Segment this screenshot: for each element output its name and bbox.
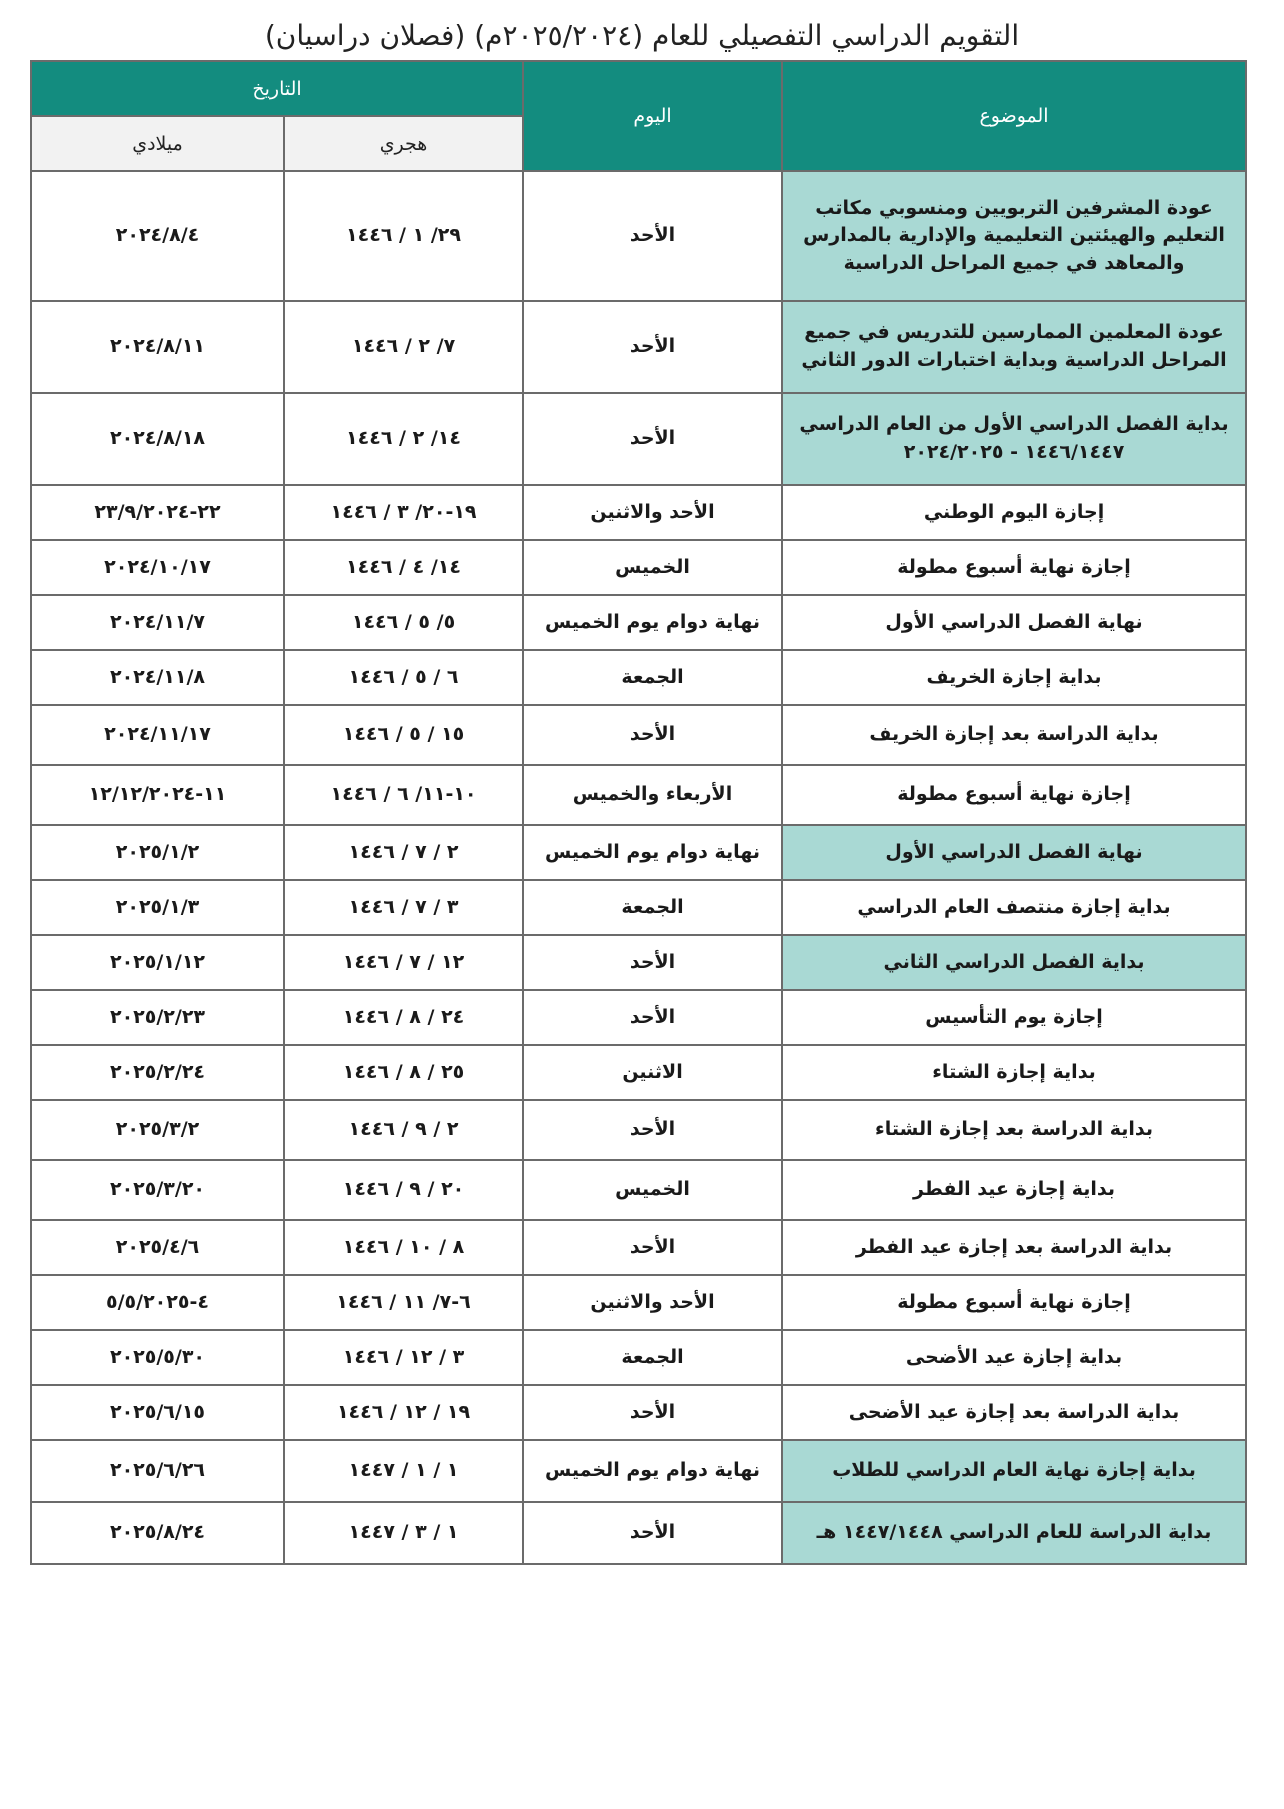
gregorian-date-cell: ٢٠٢٥/٣/٢ xyxy=(31,1100,284,1160)
day-cell: الأحد xyxy=(523,935,782,990)
topic-cell: نهاية الفصل الدراسي الأول xyxy=(782,825,1246,880)
hijri-date-cell: ٧/ ٢ / ١٤٤٦ xyxy=(284,301,523,393)
topic-cell: بداية الفصل الدراسي الأول من العام الدراسي ١٤٤٦/١٤٤٧ - ٢٠٢٤/٢٠٢٥ xyxy=(782,393,1246,485)
gregorian-date-cell: ٢٠٢٤/٨/١١ xyxy=(31,301,284,393)
day-cell: الخميس xyxy=(523,1160,782,1220)
gregorian-date-cell: ٤-٥/٥/٢٠٢٥ xyxy=(31,1275,284,1330)
topic-cell: إجازة نهاية أسبوع مطولة xyxy=(782,540,1246,595)
table-row xyxy=(31,650,1246,705)
day-cell: نهاية دوام يوم الخميس xyxy=(523,595,782,650)
header-day: اليوم xyxy=(523,61,782,171)
day-cell: نهاية دوام يوم الخميس xyxy=(523,1440,782,1502)
gregorian-date-cell: ٢٠٢٥/١/١٢ xyxy=(31,935,284,990)
day-cell: الاثنين xyxy=(523,1045,782,1100)
table-row xyxy=(31,1220,1246,1275)
topic-cell: بداية إجازة الخريف xyxy=(782,650,1246,705)
gregorian-date-cell: ١١-١٢/١٢/٢٠٢٤ xyxy=(31,765,284,825)
day-cell: الأحد xyxy=(523,705,782,765)
topic-cell: إجازة نهاية أسبوع مطولة xyxy=(782,765,1246,825)
topic-cell: بداية إجازة الشتاء xyxy=(782,1045,1246,1100)
topic-cell: بداية الدراسة للعام الدراسي ١٤٤٧/١٤٤٨ هـ xyxy=(782,1502,1246,1564)
hijri-date-cell: ٦-٧/ ١١ / ١٤٤٦ xyxy=(284,1275,523,1330)
topic-cell: بداية إجازة عيد الأضحى xyxy=(782,1330,1246,1385)
gregorian-date-cell: ٢٠٢٤/١٠/١٧ xyxy=(31,540,284,595)
topic-cell: بداية الدراسة بعد إجازة عيد الفطر xyxy=(782,1220,1246,1275)
hijri-date-cell: ١٤/ ٤ / ١٤٤٦ xyxy=(284,540,523,595)
gregorian-date-cell: ٢٠٢٤/١١/٧ xyxy=(31,595,284,650)
page-title: التقويم الدراسي التفصيلي للعام (٢٠٢٥/٢٠٢٤م) (فصلان دراسيان) xyxy=(264,19,1020,52)
hijri-date-cell: ٢ / ٩ / ١٤٤٦ xyxy=(284,1100,523,1160)
table-row xyxy=(31,1100,1246,1160)
hijri-date-cell: ٥/ ٥ / ١٤٤٦ xyxy=(284,595,523,650)
table-row xyxy=(31,825,1246,880)
day-cell: الأحد xyxy=(523,1385,782,1440)
hijri-date-cell: ١ / ١ / ١٤٤٧ xyxy=(284,1440,523,1502)
header-date: التاريخ xyxy=(31,61,523,116)
table-row xyxy=(31,1330,1246,1385)
gregorian-date-cell: ٢٠٢٤/١١/١٧ xyxy=(31,705,284,765)
topic-cell: بداية إجازة نهاية العام الدراسي للطلاب xyxy=(782,1440,1246,1502)
table-row xyxy=(31,935,1246,990)
day-cell: الجمعة xyxy=(523,880,782,935)
header-topic: الموضوع xyxy=(782,61,1246,171)
topic-cell: إجازة اليوم الوطني xyxy=(782,485,1246,540)
day-cell: الأحد والاثنين xyxy=(523,1275,782,1330)
gregorian-date-cell: ٢٠٢٥/١/٢ xyxy=(31,825,284,880)
table-row xyxy=(31,880,1246,935)
table-row xyxy=(31,705,1246,765)
table-row xyxy=(31,1275,1246,1330)
gregorian-date-cell: ٢٠٢٥/٥/٣٠ xyxy=(31,1330,284,1385)
hijri-date-cell: ٢ / ٧ / ١٤٤٦ xyxy=(284,825,523,880)
table-row xyxy=(31,1502,1246,1564)
hijri-date-cell: ١٩-٢٠/ ٣ / ١٤٤٦ xyxy=(284,485,523,540)
table-row xyxy=(31,1440,1246,1502)
day-cell: الأحد xyxy=(523,1502,782,1564)
hijri-date-cell: ٢٤ / ٨ / ١٤٤٦ xyxy=(284,990,523,1045)
topic-cell: بداية الدراسة بعد إجازة الخريف xyxy=(782,705,1246,765)
gregorian-date-cell: ٢٢-٢٣/٩/٢٠٢٤ xyxy=(31,485,284,540)
day-cell: الأحد xyxy=(523,990,782,1045)
topic-cell: بداية إجازة منتصف العام الدراسي xyxy=(782,880,1246,935)
table-row xyxy=(31,485,1246,540)
day-cell: الأحد xyxy=(523,171,782,301)
table-row xyxy=(31,1045,1246,1100)
gregorian-date-cell: ٢٠٢٥/٢/٢٣ xyxy=(31,990,284,1045)
table-row xyxy=(31,1160,1246,1220)
gregorian-date-cell: ٢٠٢٥/١/٣ xyxy=(31,880,284,935)
topic-cell: عودة المشرفين التربويين ومنسوبي مكاتب التعليم والهيئتين التعليمية والإدارية بالمدارس والمعاهد في جميع المراحل الدراسية xyxy=(782,171,1246,301)
hijri-date-cell: ٢٠ / ٩ / ١٤٤٦ xyxy=(284,1160,523,1220)
gregorian-date-cell: ٢٠٢٤/٨/٤ xyxy=(31,171,284,301)
topic-cell: بداية إجازة عيد الفطر xyxy=(782,1160,1246,1220)
day-cell: الجمعة xyxy=(523,1330,782,1385)
table-row xyxy=(31,301,1246,393)
day-cell: الأحد xyxy=(523,301,782,393)
day-cell: الأربعاء والخميس xyxy=(523,765,782,825)
gregorian-date-cell: ٢٠٢٥/٨/٢٤ xyxy=(31,1502,284,1564)
table-row xyxy=(31,595,1246,650)
table-row xyxy=(31,393,1246,485)
hijri-date-cell: ٣ / ٧ / ١٤٤٦ xyxy=(284,880,523,935)
topic-cell: نهاية الفصل الدراسي الأول xyxy=(782,595,1246,650)
hijri-date-cell: ١ / ٣ / ١٤٤٧ xyxy=(284,1502,523,1564)
topic-cell: إجازة نهاية أسبوع مطولة xyxy=(782,1275,1246,1330)
table-row xyxy=(31,540,1246,595)
gregorian-date-cell: ٢٠٢٥/٢/٢٤ xyxy=(31,1045,284,1100)
calendar-table xyxy=(30,60,1247,1565)
gregorian-date-cell: ٢٠٢٤/١١/٨ xyxy=(31,650,284,705)
hijri-date-cell: ٣ / ١٢ / ١٤٤٦ xyxy=(284,1330,523,1385)
day-cell: الأحد xyxy=(523,1220,782,1275)
gregorian-date-cell: ٢٠٢٥/٦/٢٦ xyxy=(31,1440,284,1502)
hijri-date-cell: ٢٩/ ١ / ١٤٤٦ xyxy=(284,171,523,301)
day-cell: نهاية دوام يوم الخميس xyxy=(523,825,782,880)
day-cell: الخميس xyxy=(523,540,782,595)
hijri-date-cell: ٢٥ / ٨ / ١٤٤٦ xyxy=(284,1045,523,1100)
topic-cell: عودة المعلمين الممارسين للتدريس في جميع المراحل الدراسية وبداية اختبارات الدور الثاني xyxy=(782,301,1246,393)
gregorian-date-cell: ٢٠٢٥/٣/٢٠ xyxy=(31,1160,284,1220)
hijri-date-cell: ٨ / ١٠ / ١٤٤٦ xyxy=(284,1220,523,1275)
day-cell: الأحد xyxy=(523,393,782,485)
table-row xyxy=(31,171,1246,301)
day-cell: الأحد xyxy=(523,1100,782,1160)
hijri-date-cell: ١٠-١١/ ٦ / ١٤٤٦ xyxy=(284,765,523,825)
hijri-date-cell: ٦ / ٥ / ١٤٤٦ xyxy=(284,650,523,705)
gregorian-date-cell: ٢٠٢٥/٦/١٥ xyxy=(31,1385,284,1440)
table-row xyxy=(31,765,1246,825)
gregorian-date-cell: ٢٠٢٥/٤/٦ xyxy=(31,1220,284,1275)
gregorian-date-cell: ٢٠٢٤/٨/١٨ xyxy=(31,393,284,485)
topic-cell: إجازة يوم التأسيس xyxy=(782,990,1246,1045)
table-row xyxy=(31,1385,1246,1440)
day-cell: الأحد والاثنين xyxy=(523,485,782,540)
hijri-date-cell: ١٩ / ١٢ / ١٤٤٦ xyxy=(284,1385,523,1440)
hijri-date-cell: ١٢ / ٧ / ١٤٤٦ xyxy=(284,935,523,990)
topic-cell: بداية الفصل الدراسي الثاني xyxy=(782,935,1246,990)
topic-cell: بداية الدراسة بعد إجازة عيد الأضحى xyxy=(782,1385,1246,1440)
hijri-date-cell: ١٤/ ٢ / ١٤٤٦ xyxy=(284,393,523,485)
hijri-date-cell: ١٥ / ٥ / ١٤٤٦ xyxy=(284,705,523,765)
table-row xyxy=(31,990,1246,1045)
topic-cell: بداية الدراسة بعد إجازة الشتاء xyxy=(782,1100,1246,1160)
day-cell: الجمعة xyxy=(523,650,782,705)
header-gregorian: ميلادي xyxy=(31,116,284,171)
table-body xyxy=(31,171,1246,1564)
header-hijri: هجري xyxy=(284,116,523,171)
